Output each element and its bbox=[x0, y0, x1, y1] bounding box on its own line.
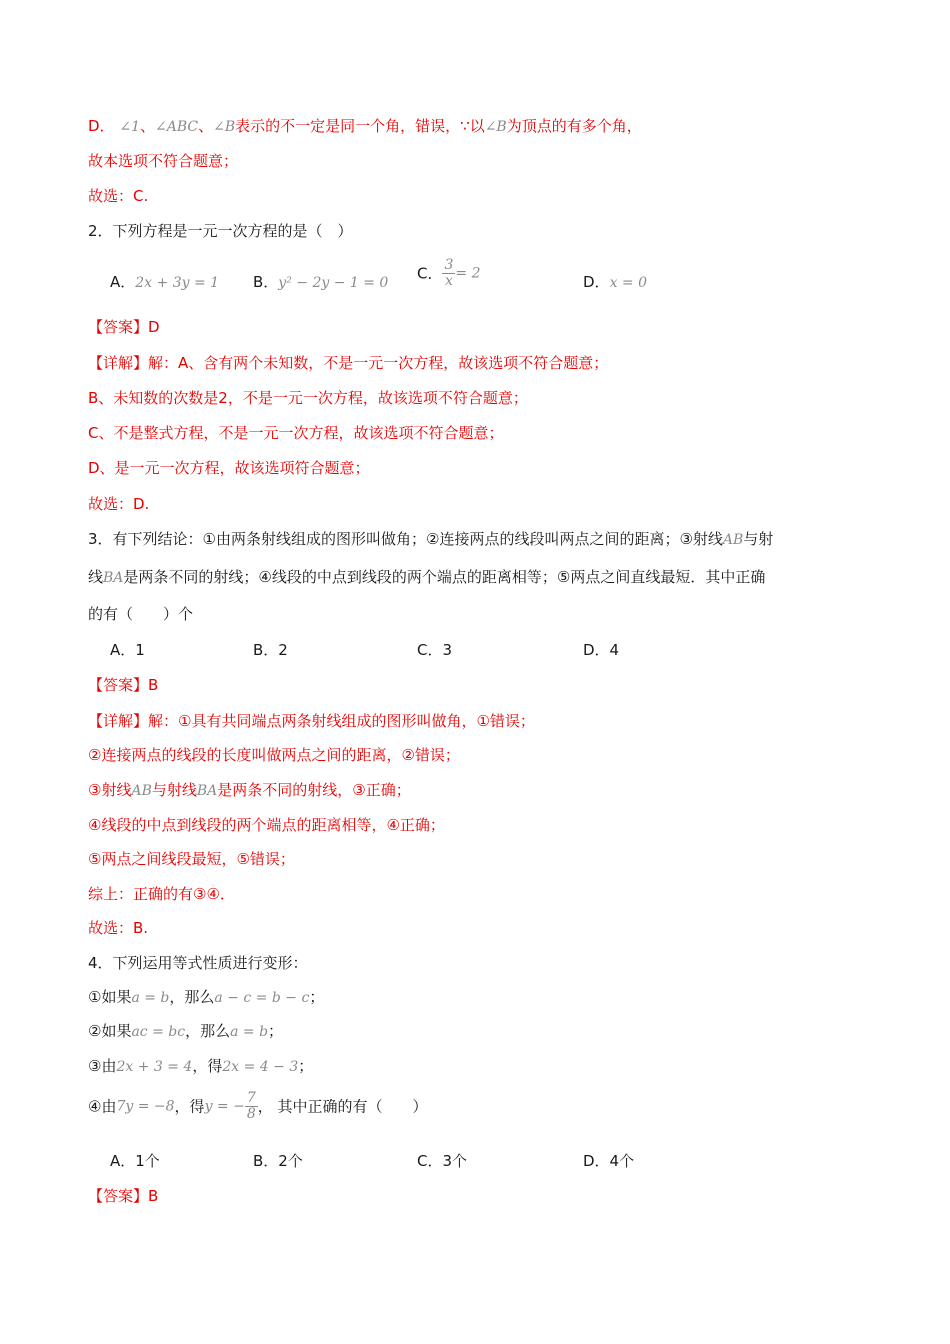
q2-detail-1: 【详解】解：A、含有两个未知数，不是一元一次方程，故该选项不符合题意； bbox=[88, 354, 609, 372]
q3-detail-4: ④线段的中点到线段的两个端点的距离相等，④正确； bbox=[88, 816, 445, 834]
fraction: $\frac{7}{8}$ bbox=[246, 1090, 256, 1122]
q3-detail-3: ③射线AB与射线BA是两条不同的射线，③正确； bbox=[88, 781, 411, 799]
q1-choice: 故选：C. bbox=[88, 187, 149, 205]
q2-option-d: D．x = 0 bbox=[583, 273, 647, 291]
q2-detail-2: B、未知数的次数是2，不是一元一次方程，故该选项不符合题意； bbox=[88, 389, 528, 407]
q2-option-c: C． $\frac{3}{x}$ = 2 bbox=[417, 257, 481, 289]
q4-option-d: D．4个 bbox=[583, 1152, 635, 1170]
q2-stem: 2．下列方程是一元一次方程的是（ ） bbox=[88, 222, 353, 240]
q2-option-a: A．2x + 3y = 1 bbox=[110, 273, 220, 291]
q4-item-2: ②如果ac = bc，那么a = b； bbox=[88, 1022, 284, 1040]
q4-item-3: ③由2x + 3 = 4，得2x = 4 − 3； bbox=[88, 1057, 314, 1075]
q4-item-1: ①如果a = b，那么a − c = b − c； bbox=[88, 988, 325, 1006]
q1-option-d-line: D． ∠1、∠ABC、∠B表示的不一定是同一个角，错误，∵以∠B为顶点的有多个角， bbox=[88, 117, 642, 135]
q2-detail-4: D、是一元一次方程，故该选项符合题意； bbox=[88, 459, 370, 477]
q4-item-4: ④由7y = −8，得y = − $\frac{7}{8}$ ， 其中正确的有（ ） bbox=[88, 1090, 428, 1122]
fraction: $\frac{3}{x}$ bbox=[444, 257, 454, 289]
q3-detail-5: ⑤两点之间线段最短，⑤错误； bbox=[88, 850, 295, 868]
q4-answer: 【答案】B bbox=[88, 1187, 159, 1205]
q3-answer: 【答案】B bbox=[88, 676, 159, 694]
q3-stem-line1: 3．有下列结论：①由两条射线组成的图形叫做角；②连接两点的线段叫两点之间的距离；③射线AB与射 bbox=[88, 530, 774, 548]
q3-option-b: B．2 bbox=[253, 641, 288, 659]
q4-option-b: B．2个 bbox=[253, 1152, 303, 1170]
q3-stem-line3: 的有（ ）个 bbox=[88, 605, 194, 623]
q3-option-a: A．1 bbox=[110, 641, 145, 659]
q3-detail-2: ②连接两点的线段的长度叫做两点之间的距离，②错误； bbox=[88, 746, 460, 764]
q3-choice: 故选：B. bbox=[88, 919, 149, 937]
q1-note: 故本选项不符合题意； bbox=[88, 152, 239, 170]
q2-option-b: B．y² − 2y − 1 = 0 bbox=[253, 273, 389, 291]
q3-detail-1: 【详解】解：①具有共同端点两条射线组成的图形叫做角，①错误； bbox=[88, 712, 535, 730]
q2-answer: 【答案】D bbox=[88, 318, 160, 336]
q3-detail-6: 综上：正确的有③④． bbox=[88, 885, 235, 903]
q4-option-a: A．1个 bbox=[110, 1152, 160, 1170]
q4-stem: 4．下列运用等式性质进行变形： bbox=[88, 954, 308, 972]
q3-option-c: C．3 bbox=[417, 641, 453, 659]
q2-choice: 故选：D. bbox=[88, 495, 150, 513]
q3-stem-line2: 线BA是两条不同的射线；④线段的中点到线段的两个端点的距离相等；⑤两点之间直线最短．其中正确 bbox=[88, 568, 766, 586]
q2-detail-3: C、不是整式方程，不是一元一次方程，故该选项不符合题意； bbox=[88, 424, 504, 442]
q4-option-c: C．3个 bbox=[417, 1152, 468, 1170]
q3-option-d: D．4 bbox=[583, 641, 620, 659]
